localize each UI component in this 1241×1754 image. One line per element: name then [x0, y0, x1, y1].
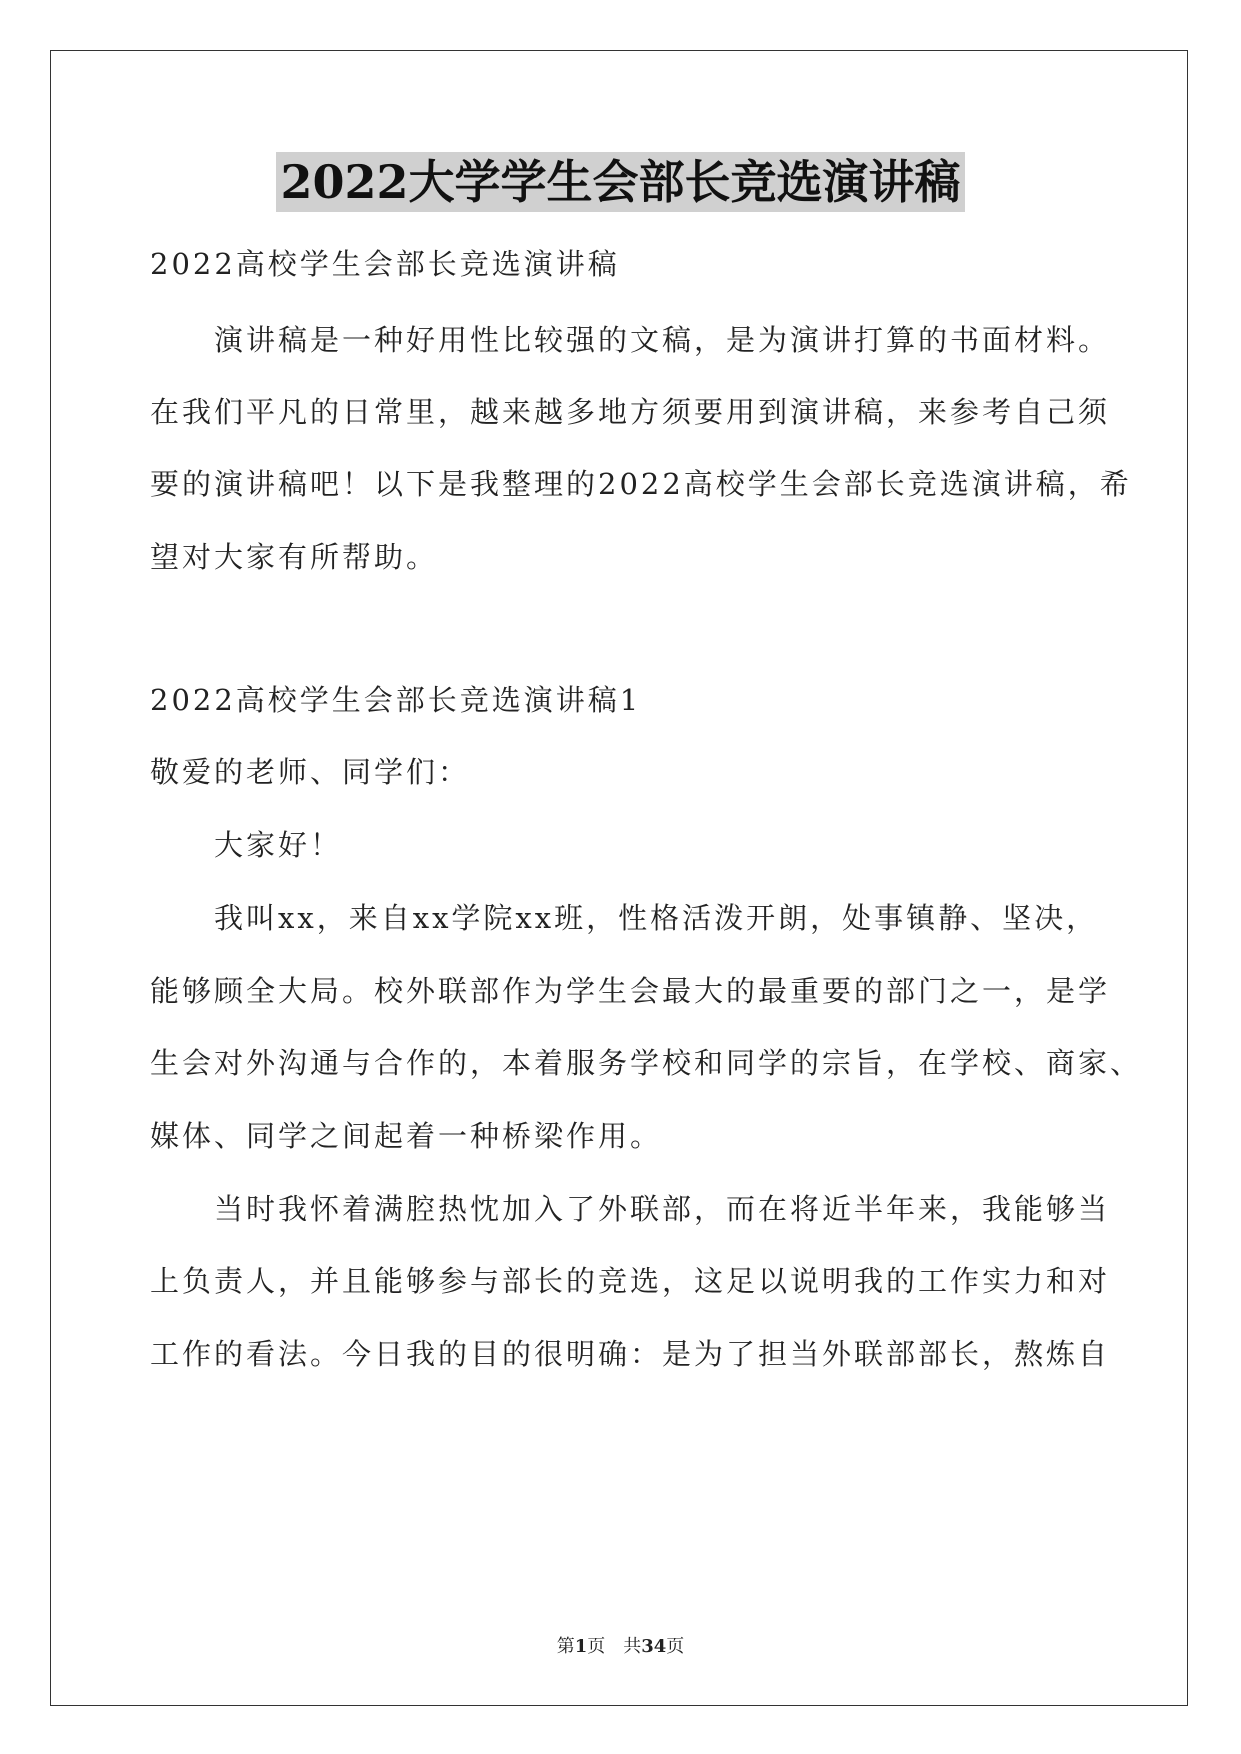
paragraph-line: 工作的看法。今日我的目的很明确：是为了担当外联部部长，熬炼自 [150, 1337, 1111, 1371]
footer-total-pages: 34 [641, 1636, 667, 1657]
document-title: 2022大学学生会部长竞选演讲稿 [276, 152, 964, 212]
paragraph-line: 上负责人，并且能够参与部长的竞选，这足以说明我的工作实力和对 [150, 1264, 1111, 1298]
paragraph-line: 在我们平凡的日常里，越来越多地方须要用到演讲稿，来参考自己须 [150, 395, 1111, 429]
greeting-line: 大家好！ [214, 828, 343, 862]
section-heading: 2022高校学生会部长竞选演讲稿1 [150, 683, 642, 717]
footer-mid: 页 共 [587, 1636, 642, 1657]
paragraph-line: 望对大家有所帮助。 [150, 540, 439, 574]
salutation-line: 敬爱的老师、同学们： [150, 755, 471, 789]
paragraph-line: 我叫xx，来自xx学院xx班，性格活泼开朗，处事镇静、坚决， [214, 901, 1099, 935]
title-container [0, 152, 1241, 212]
paragraph-line: 媒体、同学之间起着一种桥梁作用。 [150, 1119, 663, 1153]
paragraph-line: 生会对外沟通与合作的，本着服务学校和同学的宗旨，在学校、商家、 [150, 1046, 1143, 1080]
footer-page-number: 1 [574, 1636, 588, 1657]
footer-suffix: 页 [666, 1636, 685, 1657]
footer-prefix: 第 [556, 1636, 575, 1657]
paragraph-line: 能够顾全大局。校外联部作为学生会最大的最重要的部门之一，是学 [150, 974, 1111, 1008]
paragraph-line: 演讲稿是一种好用性比较强的文稿，是为演讲打算的书面材料。 [214, 323, 1111, 357]
page-border [50, 50, 1188, 1706]
page-footer [0, 1632, 1241, 1658]
subtitle-line: 2022高校学生会部长竞选演讲稿 [150, 247, 620, 281]
paragraph-line: 当时我怀着满腔热忱加入了外联部，而在将近半年来，我能够当 [214, 1192, 1111, 1226]
paragraph-line: 要的演讲稿吧！以下是我整理的2022高校学生会部长竞选演讲稿，希 [150, 467, 1132, 501]
